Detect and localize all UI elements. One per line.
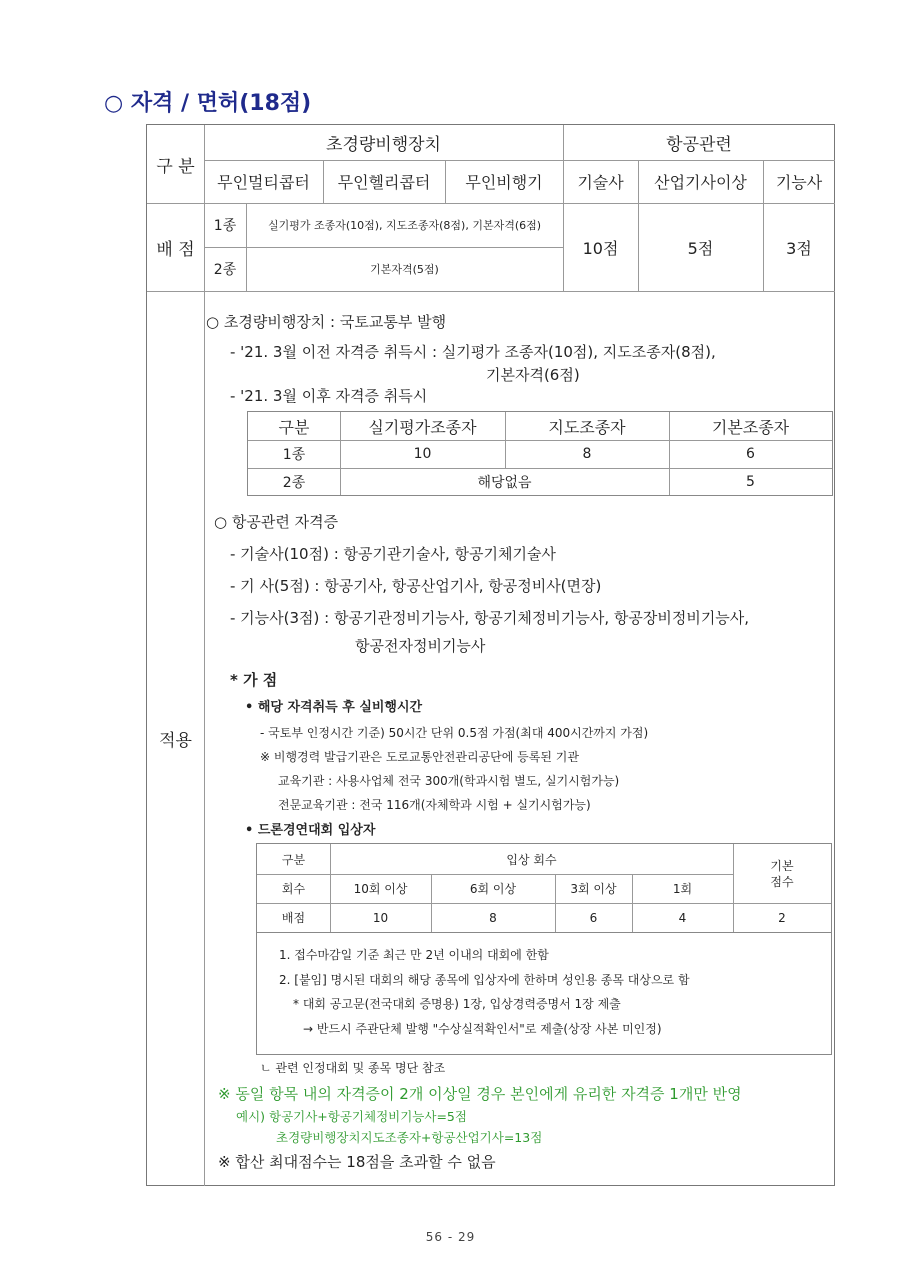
type2-label: 2종 bbox=[213, 262, 237, 278]
score-ganeungsa: 3점 bbox=[786, 238, 812, 258]
sec2-line3b: 항공전자정비기능사 bbox=[355, 637, 486, 655]
t1-h-gubun: 구분 bbox=[278, 417, 310, 437]
sec2-heading: ○ 항공관련 자격증 bbox=[214, 513, 339, 531]
bonus2-heading: • 드론경연대회 입상자 bbox=[245, 823, 376, 838]
sec2-line3: - 기능사(3점) : 항공기관정비기능사, 항공기체정비기능사, 항공장비정비기능사, bbox=[230, 609, 750, 627]
score-label: 배 점 bbox=[156, 239, 195, 260]
t2-baejeom-4: 4 bbox=[678, 910, 687, 925]
t2-hoesu-6: 6회 이상 bbox=[469, 882, 517, 896]
t2-hoesu-label: 회수 bbox=[281, 882, 306, 896]
sec2-line2: - 기 사(5점) : 항공기사, 항공산업기사, 항공정비사(면장) bbox=[230, 577, 602, 595]
example-line2: 초경량비행장치지도조종자+항공산업기사=13점 bbox=[276, 1130, 543, 1145]
t1-h-silgi: 실기평가조종자 bbox=[368, 417, 477, 437]
t2-baejeom-8: 8 bbox=[489, 910, 497, 925]
sec1-line2: - '21. 3월 이후 자격증 취득시 bbox=[230, 387, 428, 405]
contest-score-table bbox=[256, 843, 832, 933]
note-2: 2. [붙임] 명시된 대회의 해당 종목에 입상자에 한하며 성인용 종목 대상으로 함 bbox=[279, 973, 690, 987]
t2-baejeom-2: 2 bbox=[778, 910, 786, 925]
page-number: 56 - 29 bbox=[425, 1230, 476, 1244]
apply-label: 적용 bbox=[159, 731, 192, 751]
ultralight-score-table bbox=[247, 411, 833, 496]
bonus1-line2: ※ 비행경력 발급기관은 도로교통안전관리공단에 등록된 기관 bbox=[260, 750, 579, 764]
t1-r2-none: 해당없음 bbox=[477, 474, 532, 491]
bonus1-line4: 전문교육기관 : 전국 116개(자체학과 시험 + 실기시험가능) bbox=[278, 798, 591, 812]
sec1-line1: - '21. 3월 이전 자격증 취득시 : 실기평가 조종자(10점), 지도조종자(8점), bbox=[230, 343, 716, 361]
t1-r2-gubun: 2종 bbox=[282, 474, 306, 491]
type2-desc: 기본자격(5점) bbox=[370, 263, 439, 276]
t1-h-jido: 지도조종자 bbox=[548, 417, 626, 437]
type1-desc: 실기평가 조종자(10점), 지도조종자(8점), 기본자격(6점) bbox=[267, 219, 542, 232]
t2-gubun: 구분 bbox=[281, 852, 306, 867]
sec2-line1: - 기술사(10점) : 항공기관기술사, 항공기체기술사 bbox=[230, 545, 556, 563]
t1-h-gibon: 기본조종자 bbox=[711, 417, 790, 437]
group-aviation-header: 항공관련 bbox=[666, 135, 732, 155]
group-ultralight-header: 초경량비행장치 bbox=[326, 135, 441, 155]
bonus1-line1: - 국토부 인정시간 기준) 50시간 단위 0.5점 가점(최대 400시간까지 가점) bbox=[260, 726, 649, 740]
col-multicopter: 무인멀티콥터 bbox=[217, 173, 310, 192]
col-airplane: 무인비행기 bbox=[465, 173, 543, 192]
bonus-heading: * 가 점 bbox=[230, 671, 278, 689]
t1-r1-gibon: 6 bbox=[746, 446, 755, 462]
note-1: 1. 접수마감일 기준 최근 만 2년 이내의 대회에 한함 bbox=[279, 948, 549, 962]
col-helicopter: 무인헬리콥터 bbox=[337, 173, 431, 192]
contest-notes-box bbox=[256, 933, 832, 1055]
t2-basic: 기본 점수 bbox=[770, 858, 794, 889]
t1-r1-gubun: 1종 bbox=[282, 447, 306, 463]
gubun-header: 구 분 bbox=[156, 156, 195, 177]
t1-r2-gibon: 5 bbox=[746, 473, 755, 490]
example-line1: 예시) 항공기사+항공기체정비기능사=5점 bbox=[236, 1109, 467, 1124]
score-sanup: 5점 bbox=[687, 238, 714, 258]
bonus1-line3: 교육기관 : 사용사업체 전국 300개(학과시험 별도, 실기시험가능) bbox=[278, 774, 620, 788]
score-gisulsa: 10점 bbox=[582, 238, 619, 258]
t2-baejeom-10: 10 bbox=[372, 910, 389, 925]
t1-r1-silgi: 10 bbox=[413, 446, 432, 462]
duplicate-rule: ※ 동일 항목 내의 자격증이 2개 이상일 경우 본인에게 유리한 자격증 1개만 반영 bbox=[218, 1085, 742, 1103]
t2-ipsang: 입상 회수 bbox=[506, 852, 557, 867]
type1-label: 1종 bbox=[213, 218, 237, 234]
max-score-rule: ※ 합산 최대점수는 18점을 초과할 수 없음 bbox=[218, 1153, 496, 1171]
note-3: * 대회 공고문(전국대회 증명용) 1장, 입상경력증명서 1장 제출 bbox=[293, 997, 621, 1011]
col-gisulsa: 기술사 bbox=[577, 173, 624, 192]
bonus1-heading: • 해당 자격취득 후 실비행시간 bbox=[245, 700, 423, 715]
section-title: ○ 자격 / 면허(18점) bbox=[104, 91, 312, 116]
t2-hoesu-1: 1회 bbox=[672, 882, 693, 896]
col-sanup: 산업기사이상 bbox=[654, 173, 747, 192]
note-4: → 반드시 주관단체 발행 "수상실적확인서"로 제출(상장 사본 미인정) bbox=[303, 1022, 662, 1036]
reference-note: ㄴ 관련 인정대회 및 종목 명단 참조 bbox=[260, 1061, 446, 1075]
t2-hoesu-10: 10회 이상 bbox=[353, 882, 408, 896]
t2-baejeom-label: 배점 bbox=[281, 911, 306, 925]
sec1-line1b: 기본자격(6점) bbox=[486, 366, 580, 384]
col-ganeungsa: 기능사 bbox=[775, 173, 823, 192]
t2-hoesu-3: 3회 이상 bbox=[570, 882, 617, 896]
t1-r1-jido: 8 bbox=[582, 446, 592, 462]
sec1-heading: ○ 초경량비행장치 : 국토교통부 발행 bbox=[206, 313, 447, 331]
t2-baejeom-6: 6 bbox=[589, 910, 598, 925]
